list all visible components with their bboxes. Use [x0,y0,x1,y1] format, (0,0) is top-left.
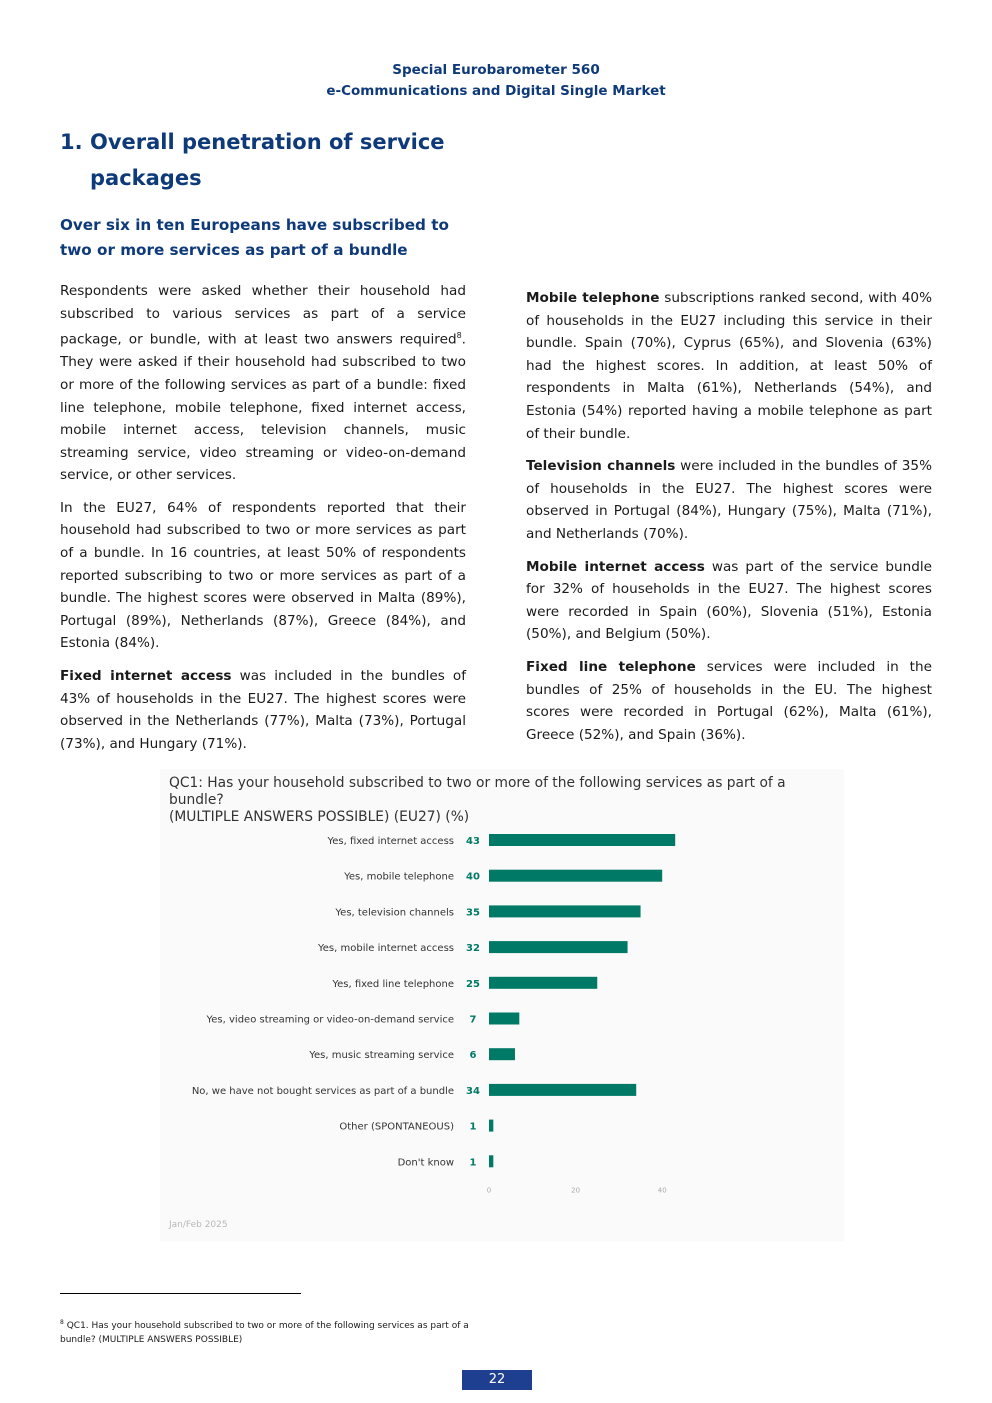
header-title: Special Eurobarometer 560 [392,62,600,78]
bar [489,1155,493,1167]
x-tick-label: 0 [486,1186,492,1195]
paragraph: Television channels were included in the bundles of 35% of households in the EU27. The highest scores were observed in Portugal (84%), Hungary (75%), Malta (71%), and Netherlands (70%). [526,458,932,542]
page-number: 22 [462,1370,532,1390]
bold-term: Mobile telephone [526,290,660,306]
value-label: 1 [469,1121,477,1133]
right-column [526,287,932,756]
footnote-marker: 8 [60,1319,64,1326]
value-label: 43 [466,836,480,847]
x-tick-label: 20 [571,1186,581,1195]
category-label: Don't know [397,1157,454,1169]
category-label: Yes, mobile telephone [344,871,454,883]
value-label: 7 [469,1014,477,1026]
chart-plot [160,769,844,1209]
value-label: 35 [466,907,480,919]
left-column [60,280,466,765]
bar [489,834,675,846]
bar [489,941,628,953]
value-label: 1 [469,1157,477,1169]
section-heading [60,124,500,196]
value-label: 34 [466,1085,480,1097]
category-label: Yes, music streaming service [309,1050,454,1062]
x-tick-label: 40 [657,1186,667,1195]
value-label: 40 [466,871,480,883]
bold-term: Television channels [526,458,676,475]
running-header [0,60,992,102]
subheading: Over six in ten Europeans have subscribed to two or more services as part of a bundle [60,216,449,259]
category-label: Yes, video streaming or video-on-demand service [206,1014,454,1026]
bar-chart [160,769,844,1241]
paragraph: Fixed line telephone services were included in the bundles of 25% of households in the EU. The highest scores were recorded in Portugal (62%), Malta (61%), Greece (52%), and Spain (36%). [526,658,932,743]
bar [489,870,662,882]
footnote-divider [60,1293,301,1294]
category-label: Yes, fixed internet access [327,836,454,847]
bar [489,977,597,989]
footnote [60,1316,480,1347]
category-label: Yes, mobile internet access [317,943,454,955]
bar [489,1120,493,1132]
value-label: 6 [469,1050,477,1062]
footnote-text: QC1. Has your household subscribed to two or more of the following services as part of a bundle? (MULTIPLE ANSWERS POSSIBLE) [60,1321,469,1345]
bar [489,1048,515,1060]
bar [489,905,641,917]
paragraph: In the EU27, 64% of respondents reported that their household had subscribed to two or more services as part of a bundle. In 16 countries, at least 50% of respondents reported subscribing to two or more services as part of a bundle. The highest scores were observed in Malta (89%), Portugal (89%), Netherlands (87%), Greece (84%), and Estonia (84%). [60,499,466,652]
paragraph: Respondents were asked whether their household had subscribed to various services as part of a service package, or bundle, with at least two answers required$^8$. They were asked if their household had subscribed to two or more of the following services as part of a bundle: fixed line telephone, mobile telephone, fixed internet access, mobile internet access, television channels, music streaming service, video streaming or video-on-demand service, or other services. [60,283,466,484]
chart-title: QC1: Has your household subscribed to two or more of the following services as part of a bundle? (MULTIPLE ANSWERS POSSIBLE) (EU27) (%) [169,775,844,826]
footnote-reference[interactable]: 8 [456,331,462,341]
bold-term: Fixed internet access [60,668,232,685]
bold-term: Mobile internet access [526,558,705,575]
category-label: Yes, fixed line telephone [332,978,454,990]
paragraph: Mobile telephone subscriptions ranked second, with 40% of households in the EU27 including this service in their bundle. Spain (70%), Cyprus (65%), and Slovenia (63%) had the highest scores. In addition, at least 50% of respondents in Malta (61%), Netherlands (54%), and Estonia (54%) reported having a mobile telephone as part of their bundle. [526,290,932,442]
chart-source: Jan/Feb 2025 [169,1220,228,1230]
bar [489,1013,519,1025]
category-label: Other (SPONTANEOUS) [339,1121,454,1133]
category-label: No, we have not bought services as part of a bundle [191,1085,454,1097]
paragraph: Fixed internet access was included in the bundles of 43% of households in the EU27. The highest scores were observed in the Netherlands (77%), Malta (73%), Portugal (73%), and Hungary (71%). [60,668,466,752]
header-subtitle: e-Communications and Digital Single Market [326,83,666,99]
paragraph: Mobile internet access was part of the service bundle for 32% of households in the EU27. The highest scores were recorded in Spain (60%), Slovenia (51%), Estonia (50%), and Belgium (50%). [526,558,932,643]
section-number: 1. [60,130,83,154]
value-label: 25 [466,978,480,990]
value-label: 32 [466,943,480,955]
section-title: Overall penetration of service packages [90,130,445,190]
chart-subtitle: (MULTIPLE ANSWERS POSSIBLE) (EU27) (%) [169,809,470,825]
bold-term: Fixed line telephone [526,658,696,675]
category-label: Yes, television channels [335,907,454,919]
bar [489,1084,636,1096]
